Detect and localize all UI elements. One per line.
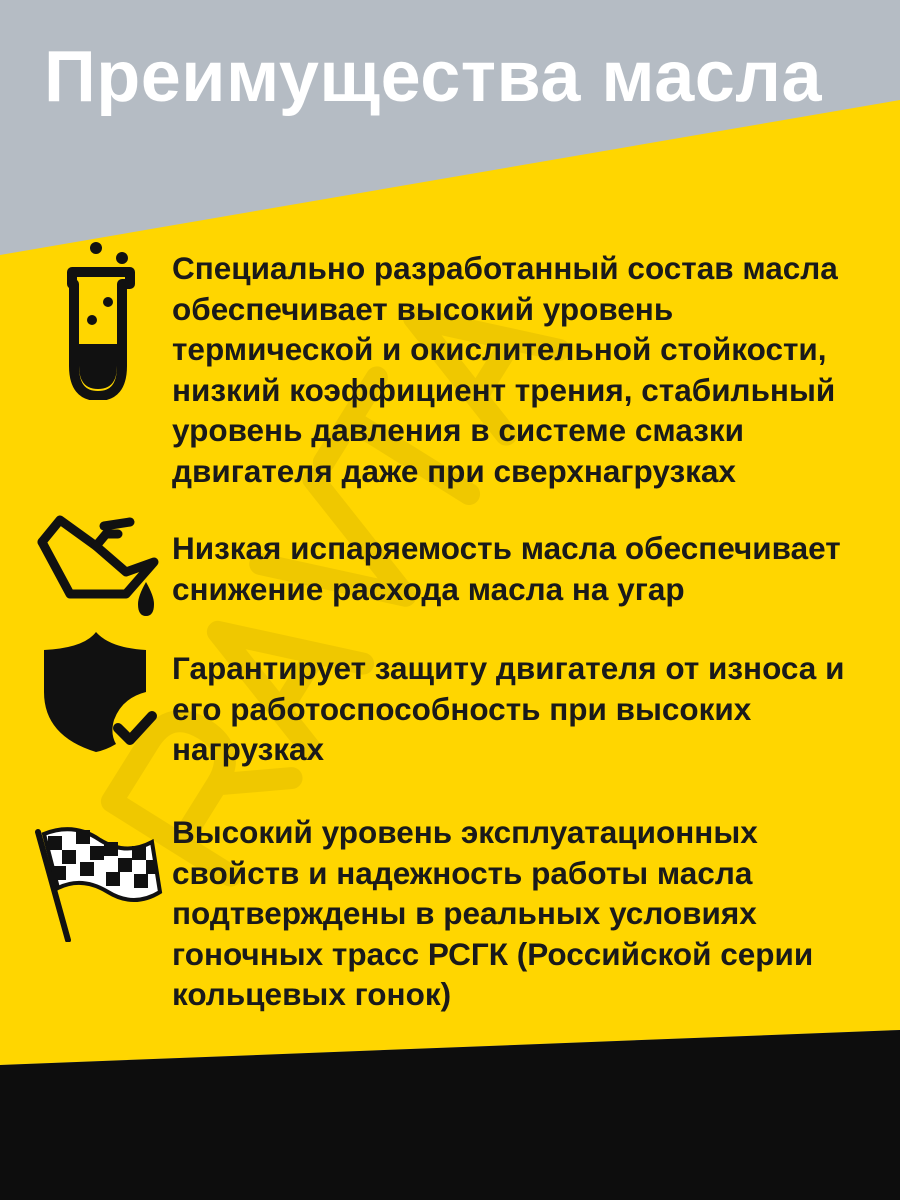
benefit-text: Высокий уровень эксплуатационных свойств и надежность работы масла подтверждены в реальных условиях гоночных трасс РСГК (Российской серии кольцевых гонок): [172, 814, 814, 1012]
page-title: Преимущества масла: [44, 37, 823, 117]
test-tube-icon: [34, 240, 164, 405]
benefit-text: Специально разработанный состав масла обеспечивает высокий уровень термической и окислительной стойкости, низкий коэффициент трения, стабильный уровень давления в системе смазки двигателя даже при сверхнагрузках: [172, 250, 838, 489]
oil-can-icon: [34, 512, 164, 627]
shield-check-icon: [34, 632, 164, 757]
benefit-text: Гарантирует защиту двигателя от износа и его работоспособность при высоких нагрузках: [172, 650, 845, 767]
checkered-flag-icon: [34, 822, 164, 947]
benefit-text: Низкая испаряемость масла обеспечивает снижение расхода масла на угар: [172, 530, 841, 607]
